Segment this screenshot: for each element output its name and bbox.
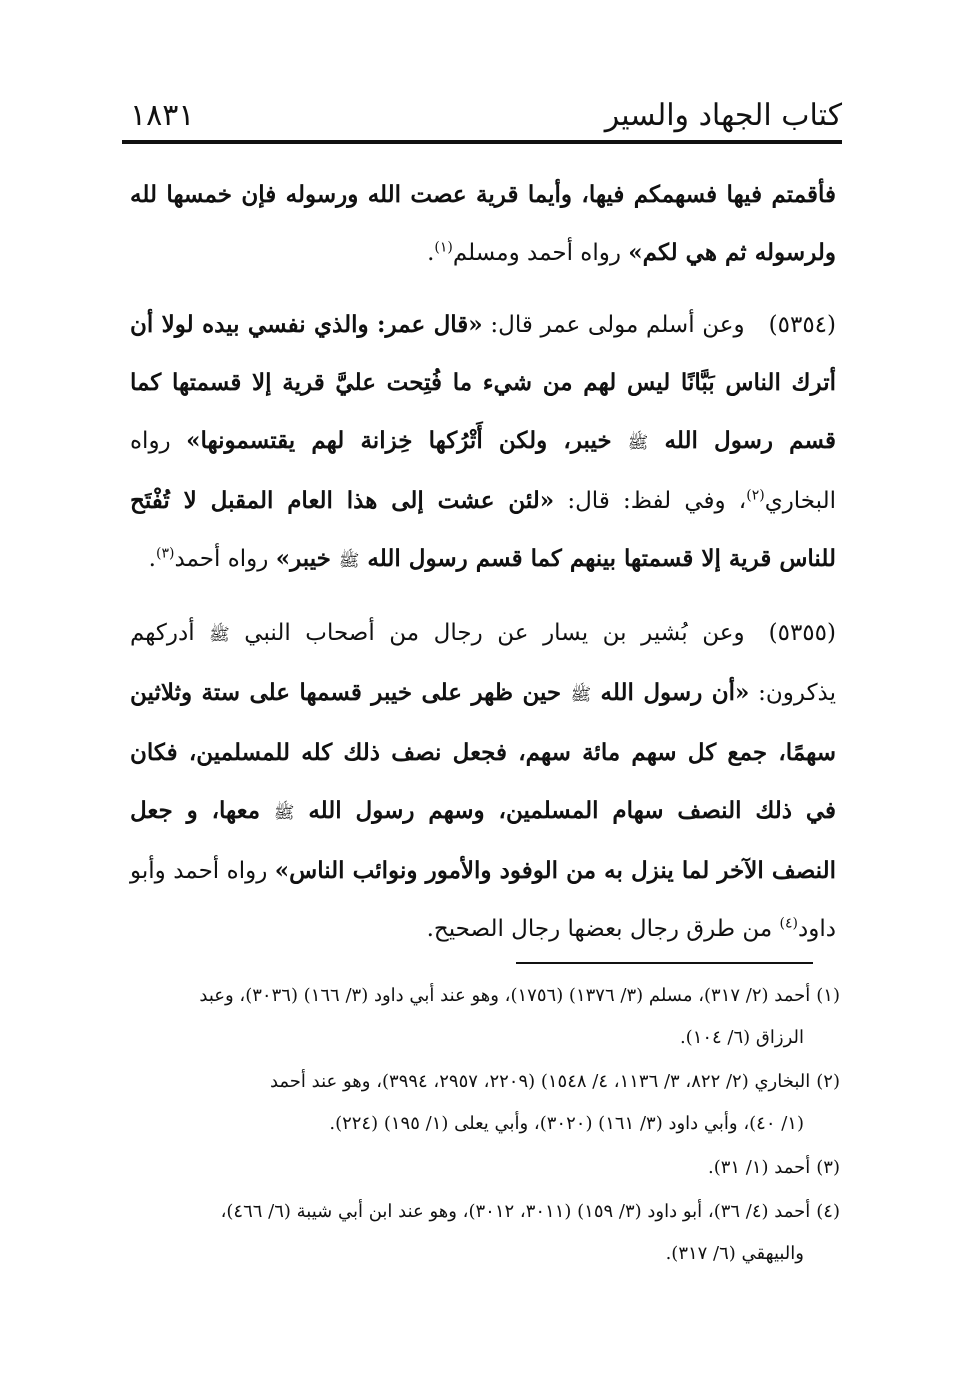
narration-text: ، وفي لفظ: قال: — [554, 488, 747, 514]
hadith-text: «قال عمر: والذي نفسي بيده لولا أن أترك الناس بَبَّانًا ليس لهم من شيء ما فُتِحت عليَّ قرية إلا قسمتها كما قسم رسول الله — [130, 311, 837, 454]
narration-text: . — [427, 240, 435, 266]
salawat-ligature: ﷺ — [627, 433, 649, 453]
hadith-text: معها، و جعل النصف الآخر لما ينزل به من الوفود والأمور ونوائب الناس» — [130, 797, 836, 884]
hadith-text: «لئن عشت إلى هذا العام المقبل لا تُفْتَح للناس قرية إلا قسمتها بينهم كما قسم رسول الله — [130, 487, 836, 572]
footnote-ref: (٣) — [155, 545, 175, 562]
hadith-paragraph — [130, 604, 836, 958]
footnote-ref: (٢) — [746, 487, 765, 504]
footnote-continuation: الرزاق (٦/ ١٠٤). — [679, 1027, 804, 1048]
hadith-text: فأقمتم فيها فسهمكم فيها، وأيما قرية عصت الله ورسوله فإن خمسها لله ولرسوله ثم هي لكم» — [130, 181, 836, 266]
hadith-number: (٥٣٥٥) — [768, 620, 836, 646]
narration-text: رواه البخاري — [130, 428, 836, 514]
hadith-number: (٥٣٥٤) — [768, 312, 837, 338]
book-title: كتاب الجهاد والسير — [604, 98, 842, 133]
hadith-text: «أن رسول الله — [591, 679, 750, 706]
main-text — [130, 166, 836, 958]
footnote-number: (٢) — [816, 1071, 840, 1092]
header-rule — [122, 140, 842, 144]
footnote-number: (١) — [816, 985, 840, 1006]
footnote-number: (٣) — [816, 1157, 840, 1178]
narration-text: وعن أسلم مولى عمر قال: — [482, 312, 745, 338]
footnote-text: أحمد (٢/ ٣١٧)، مسلم (٣/ ١٣٧٦) (١٧٥٦)، وهو عند أبي داود (٣/ ١٦٦) (٣٠٣٦)، وعبد — [199, 985, 811, 1006]
footnote-continuation: والبيهقي (٦/ ٣١٧). — [665, 1243, 804, 1264]
hadith-paragraph — [130, 296, 836, 590]
footnote — [132, 1147, 840, 1189]
salawat-ligature: ﷺ — [570, 685, 592, 705]
footnote-text: البخاري (٢/ ٨٢٢، ٣/ ١١٣٦، ٤/ ١٥٤٨) (٢٢٠٩، ٢٩٥٧، ٣٩٩٤)، وهو عند أحمد — [269, 1071, 811, 1092]
narration-text: أدركهم يذكرون: — [130, 620, 836, 706]
salawat-ligature: ﷺ — [273, 803, 295, 823]
footnote-text: أحمد (١/ ٣١). — [707, 1157, 811, 1178]
footnote — [132, 975, 840, 1059]
footnote-number: (٤) — [816, 1201, 840, 1222]
narration-text: رواه أحمد وأبو داود — [130, 858, 836, 942]
footnote-text: أحمد (٤/ ٣٦)، أبو داود (٣/ ١٥٩) (٣٠١١، ٣٠١٢)، وهو عند ابن أبي شيبة (٦/ ٤٦٦)، — [220, 1201, 811, 1222]
footnote — [132, 1191, 840, 1275]
narration-text: رواه أحمد ومسلم — [452, 240, 629, 266]
footnote-separator — [516, 962, 813, 964]
narration-text: رواه أحمد — [174, 546, 276, 572]
narration-text: من طرق رجال بعضها رجال الصحيح. — [426, 916, 780, 942]
footnotes — [132, 975, 840, 1277]
footnote-ref: (٤) — [779, 915, 799, 932]
hadith-text: خيبر» — [275, 545, 339, 572]
hadith-text: خيبر، ولكن أَتْرُكها خِزانة لهم يقتسمونها» — [186, 427, 628, 454]
salawat-ligature: ﷺ — [338, 551, 360, 571]
footnote-ref: (١) — [434, 239, 453, 256]
narration-text: وعن بُشير بن يسار عن رجال من أصحاب النبي — [229, 620, 745, 646]
page-number: ١٨٣١ — [130, 98, 195, 133]
running-header — [122, 96, 842, 138]
hadith-text: حين ظهر على خيبر قسمها على ستة وثلاثين سهمًا، جمع كل سهم مائة سهم، فجعل نصف ذلك كله للمسلمين، فكان في ذلك النصف سهام المسلمين، وسهم رسول الله — [130, 679, 837, 824]
salawat-ligature: ﷺ — [209, 625, 230, 645]
narration-text: . — [148, 546, 156, 572]
hadith-paragraph — [130, 166, 836, 282]
footnote-continuation: (١/ ٤٠)، وأبي داود (٣/ ١٦١) (٣٠٢٠)، وأبي يعلى (١/ ١٩٥) (٢٢٤). — [329, 1113, 804, 1134]
footnote — [132, 1061, 840, 1145]
